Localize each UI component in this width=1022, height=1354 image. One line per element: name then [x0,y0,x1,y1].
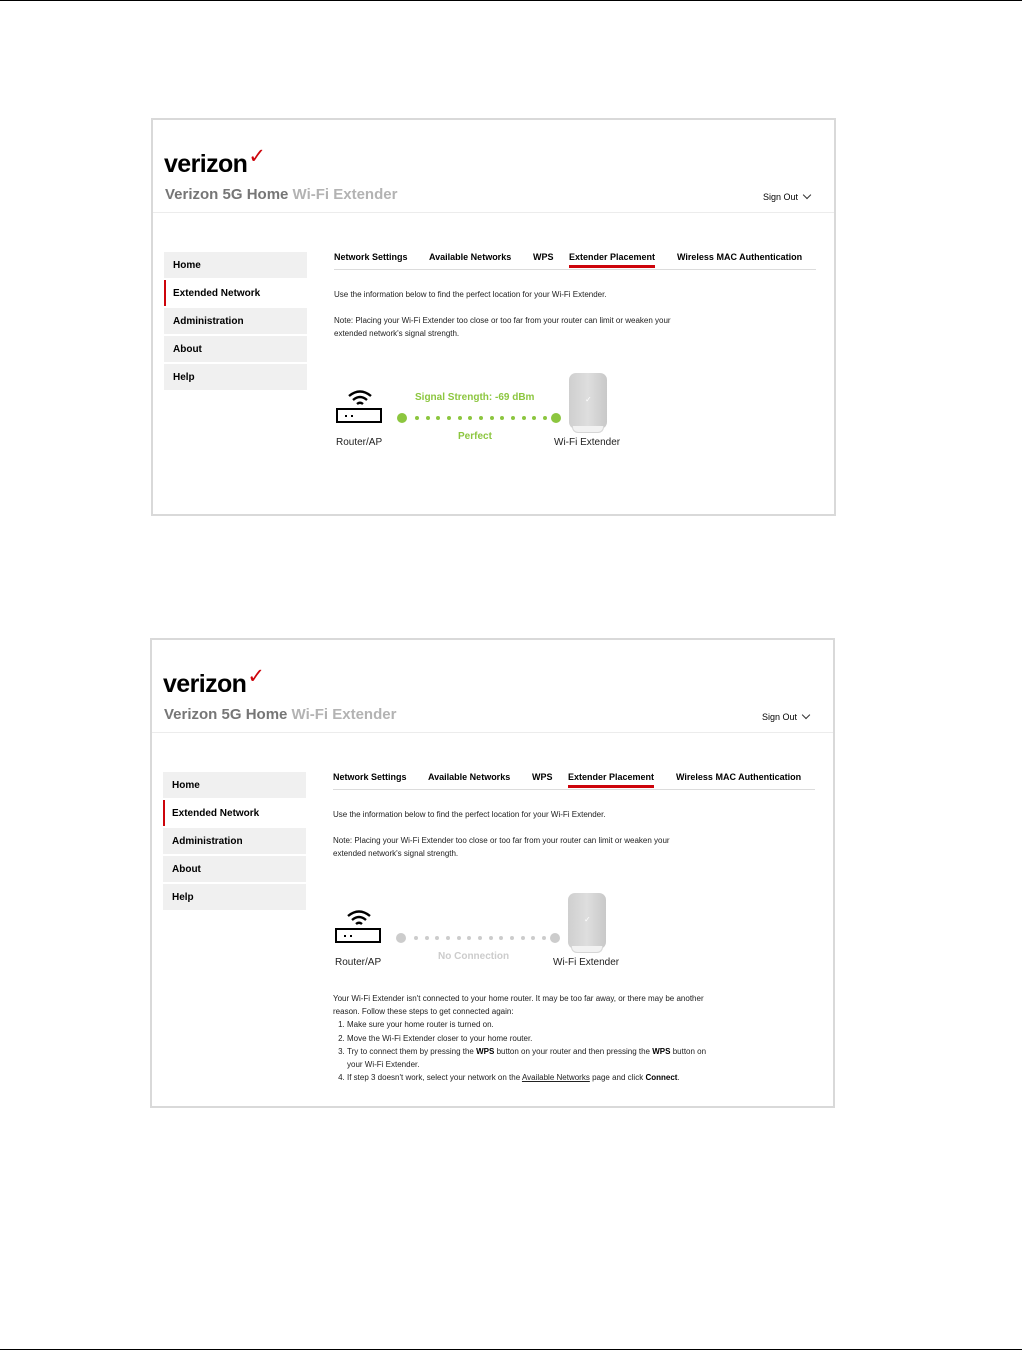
sidebar-item-extended-network[interactable]: Extended Network [163,800,306,826]
wifi-extender-icon: ✓ [569,373,607,429]
app-title: Verizon 5G Home Wi-Fi Extender [164,706,397,723]
signal-dot [521,936,525,940]
tab-network-settings[interactable]: Network Settings [333,772,407,782]
sidebar-item-home[interactable]: Home [163,772,306,798]
available-networks-link[interactable]: Available Networks [521,1073,590,1083]
wifi-extender-icon: ✓ [568,893,606,949]
router-label: Router/AP [336,437,383,448]
signal-dot [425,936,429,940]
signal-dot [522,416,526,420]
signal-dot [510,936,514,940]
signal-dot [489,936,493,940]
signal-dot [467,936,471,940]
verizon-check-icon: ✓ [247,665,265,688]
chevron-down-icon [803,191,811,199]
step-4: 4. If step 3 doesn't work, select your network on the Available Networks page and click Connect. [347,1071,713,1084]
signal-dot [435,936,439,940]
verizon-logo: verizon✓ [163,665,265,698]
signal-dot [511,416,515,420]
sidebar-nav [164,252,307,392]
tab-extender-placement[interactable]: Extender Placement [569,252,656,262]
signal-dot [478,936,482,940]
signal-dot [542,936,546,940]
chevron-down-icon [802,711,810,719]
tab-wireless-mac-authentication[interactable]: Wireless MAC Authentication [676,772,802,782]
sign-out-button[interactable]: Sign Out [763,192,810,202]
extender-label: Wi-Fi Extender [554,437,621,448]
tab-wireless-mac-authentication[interactable]: Wireless MAC Authentication [677,252,803,262]
step-3: 3. Try to connect them by pressing the WPS button on your router and then pressing the WPS button on your Wi-Fi Extender. [347,1045,713,1071]
sidebar-nav [163,772,306,912]
signal-dot [468,416,472,420]
sidebar-item-about[interactable]: About [163,856,306,882]
wifi-icon [346,909,372,927]
signal-strength-text: Signal Strength: -69 dBm [415,392,535,403]
note-text: Note: Placing your Wi-Fi Extender too close or too far from your router can limit or weaken your extended network's signal strength. [333,836,670,858]
signal-dot [490,416,494,420]
signal-dot [499,936,503,940]
signal-dot [446,936,450,940]
verizon-logo: verizon✓ [164,145,266,178]
verizon-check-icon: ✓ [248,145,266,168]
signal-dot [436,416,440,420]
signal-dot [458,416,462,420]
signal-dot [415,416,419,420]
sidebar-item-home[interactable]: Home [164,252,307,278]
router-label: Router/AP [335,957,382,968]
intro-text: Use the information below to find the perfect location for your Wi-Fi Extender. [333,810,606,819]
signal-dot [479,416,483,420]
signal-quality-text: Perfect [458,431,492,442]
tab-available-networks[interactable]: Available Networks [428,772,511,782]
tab-wps[interactable]: WPS [532,772,553,782]
signal-endpoint-dot [397,413,407,423]
help-intro-text: Your Wi-Fi Extender isn't connected to your home router. It may be too far away, or there may be another reason. Follow these steps to get connected again: [333,994,704,1017]
tab-wps[interactable]: WPS [533,252,554,262]
sidebar-item-administration[interactable]: Administration [164,308,307,334]
signal-dot [414,936,418,940]
page-bottom-rule [0,1349,1022,1350]
intro-text: Use the information below to find the perfect location for your Wi-Fi Extender. [334,290,607,299]
router-icon [336,408,382,423]
sidebar-item-administration[interactable]: Administration [163,828,306,854]
page-top-rule [0,0,1022,1]
troubleshooting-steps [333,992,713,1084]
signal-dot [447,416,451,420]
screenshot-disconnected [150,638,835,1108]
tab-extender-placement[interactable]: Extender Placement [568,772,655,782]
signal-dot [531,936,535,940]
wifi-icon [347,389,373,407]
step-1: 1. Make sure your home router is turned on. [347,1018,713,1031]
sidebar-item-about[interactable]: About [164,336,307,362]
header-divider [153,212,834,213]
connection-status-text: No Connection [438,951,510,962]
note-text: Note: Placing your Wi-Fi Extender too close or too far from your router can limit or weaken your extended network's signal strength. [334,316,671,338]
signal-endpoint-dot [396,933,406,943]
tab-network-settings[interactable]: Network Settings [334,252,408,262]
signal-endpoint-dot [550,933,560,943]
tab-available-networks[interactable]: Available Networks [429,252,512,262]
signal-dot [532,416,536,420]
signal-endpoint-dot [551,413,561,423]
step-2: 2. Move the Wi-Fi Extender closer to your home router. [347,1032,713,1045]
steps-list [333,1018,713,1084]
signal-dot [426,416,430,420]
tab-bar [334,251,816,270]
tab-bar [333,771,815,790]
sidebar-item-extended-network[interactable]: Extended Network [164,280,307,306]
signal-dot [543,416,547,420]
sign-out-button[interactable]: Sign Out [762,712,809,722]
extender-label: Wi-Fi Extender [553,957,620,968]
signal-dot [500,416,504,420]
header-divider [152,732,833,733]
router-icon [335,928,381,943]
sidebar-item-help[interactable]: Help [164,364,307,390]
sidebar-item-help[interactable]: Help [163,884,306,910]
signal-dot [457,936,461,940]
app-title: Verizon 5G Home Wi-Fi Extender [165,186,398,203]
screenshot-connected [151,118,836,516]
